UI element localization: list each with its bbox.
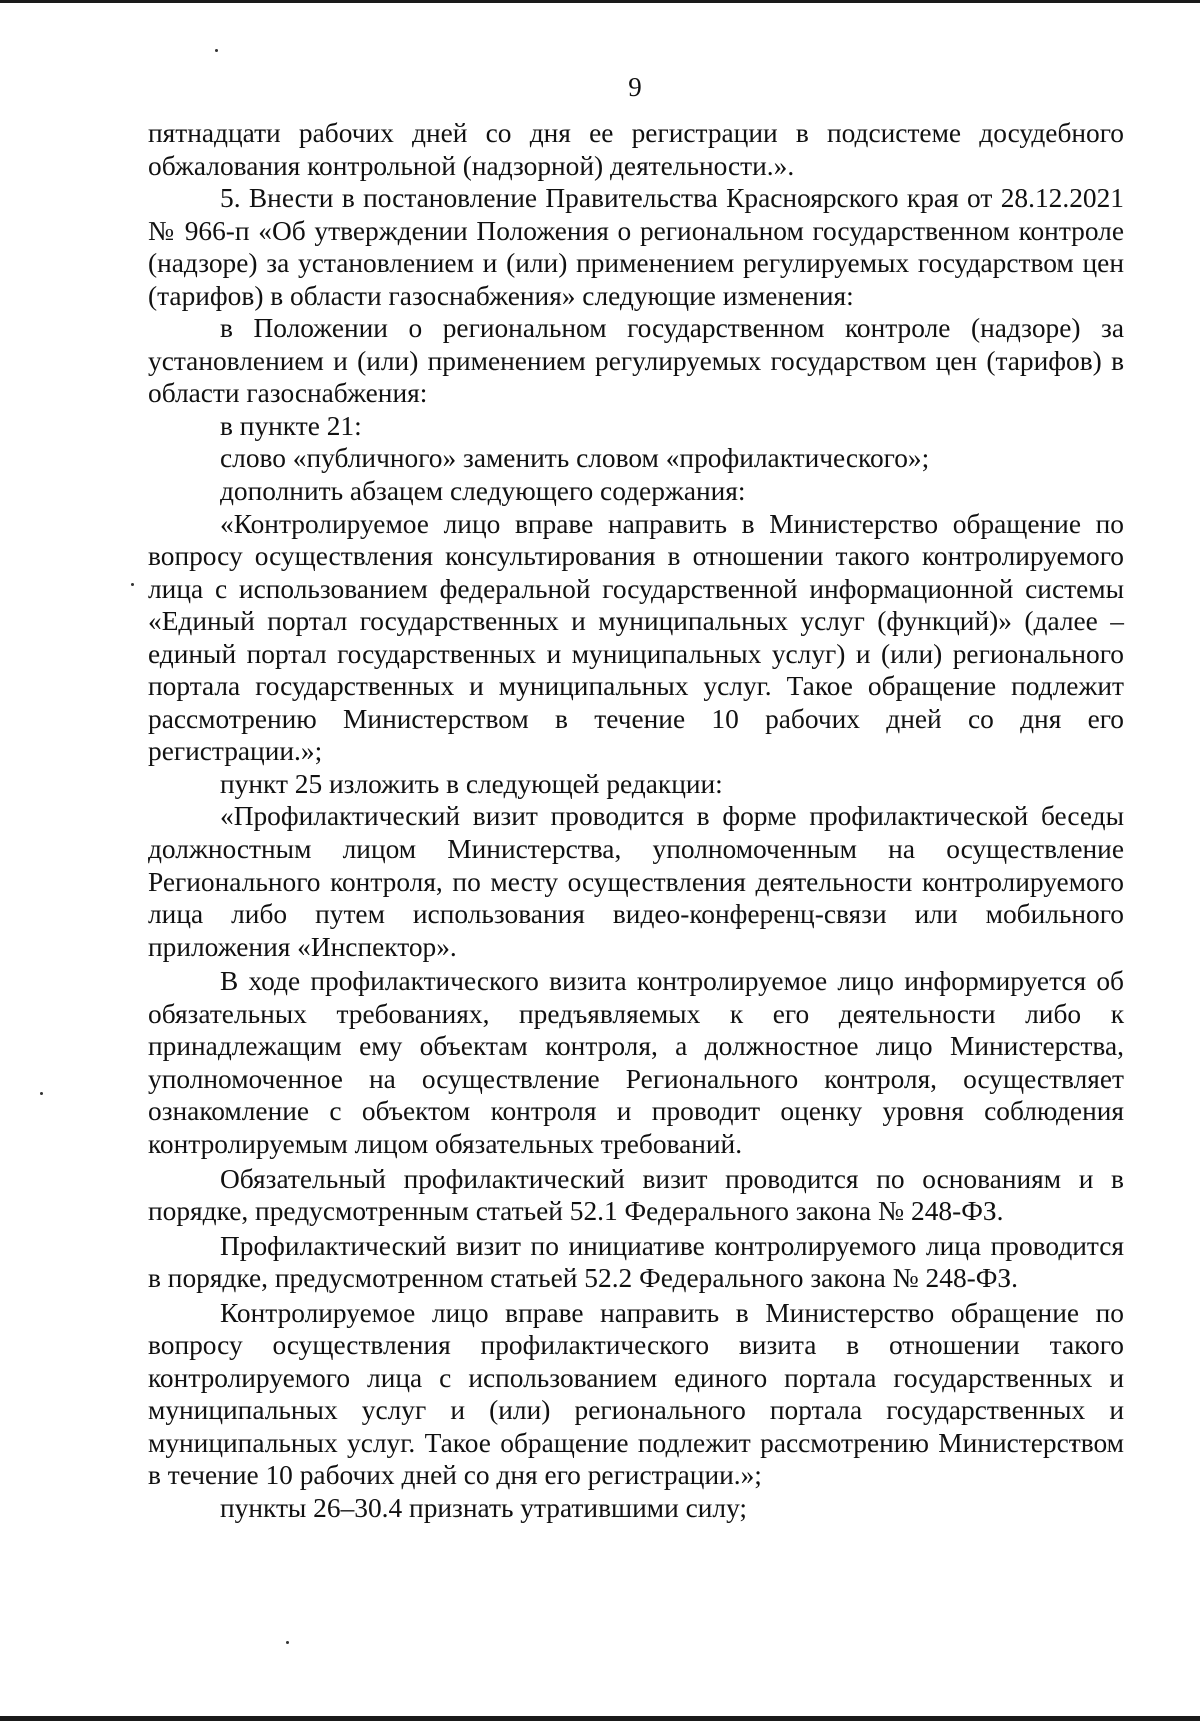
paragraph: 5. Внести в постановление Правительства Красноярского края от 28.12.2021 № 966-п «Об утверждении Положения о региональном государственном контроле (надзоре) за установлением и (или) применением регулируемых государством цен (тарифов) в области газоснабжения» следующие изменения: (148, 183, 1124, 311)
paragraph: «Профилактический визит проводится в форме профилактической беседы должностным лицом Министерства, уполномоченным на осуществление Регионального контроля, по месту осуществления деятельности контролируемого лица либо путем использования видео-конференц-связи или мобильного приложения «Инспектор». (148, 801, 1124, 962)
page-number: 9 (628, 72, 642, 102)
paragraph: пункты 26–30.4 признать утратившими силу; (220, 1492, 748, 1523)
paragraph: в пункте 21: (220, 410, 362, 441)
scan-speck (215, 49, 218, 52)
scan-speck (131, 583, 134, 586)
scan-speck (286, 1641, 289, 1644)
paragraph: Обязательный профилактический визит проводится по основаниям и в порядке, предусмотренным статьей 52.1 Федерального закона № 248-ФЗ. (148, 1163, 1124, 1227)
paragraph: в Положении о региональном государственном контроле (надзоре) за установлением и (или) применением регулируемых государством цен (тарифов) в области газоснабжения: (148, 313, 1124, 409)
document-body (148, 117, 1124, 1525)
paragraph: Контролируемое лицо вправе направить в Министерство обращение по вопросу осуществления профилактического визита в отношении такого контролируемого лица с использованием единого портала государственных и муниципальных услуг и (или) регионального портала государственных и муниципальных услуг. Такое обращение подлежит рассмотрению Министерством в течение 10 рабочих дней со дня его регистрации.»; (148, 1297, 1124, 1491)
scan-top-edge (0, 0, 1200, 3)
paragraph: Профилактический визит по инициативе контролируемого лица проводится в порядке, предусмотренном статьей 52.2 Федерального закона № 248-ФЗ. (148, 1230, 1124, 1294)
paragraph: пятнадцати рабочих дней со дня ее регистрации в подсистеме досудебного обжалования контрольной (надзорной) деятельности.». (148, 118, 1124, 181)
paragraph: дополнить абзацем следующего содержания: (220, 476, 746, 507)
paragraph: В ходе профилактического визита контролируемое лицо информируется об обязательных требованиях, предъявляемых к его деятельности либо к принадлежащим ему объектам контроля, а должностное лицо Министерства, уполномоченное на осуществление Регионального контроля, осуществляет ознакомление с объектом контроля и проводит оценку уровня соблюдения контролируемым лицом обязательных требований. (148, 966, 1124, 1159)
scan-speck (40, 1092, 43, 1095)
paragraph: слово «публичного» заменить словом «профилактического»; (220, 443, 930, 474)
paragraph: «Контролируемое лицо вправе направить в Министерство обращение по вопросу осуществления консультирования в отношении такого контролируемого лица с использованием федеральной государственной информационной системы «Единый портал государственных и муниципальных услуг (функций)» (далее – единый портал государственных и муниципальных услуг) и (или) регионального портала государственных и муниципальных услуг. Такое обращение подлежит рассмотрению Министерством в течение 10 рабочих дней со дня его регистрации.»; (148, 508, 1124, 767)
paragraph: пункт 25 изложить в следующей редакции: (220, 768, 723, 799)
scan-bottom-edge (0, 1716, 1200, 1721)
